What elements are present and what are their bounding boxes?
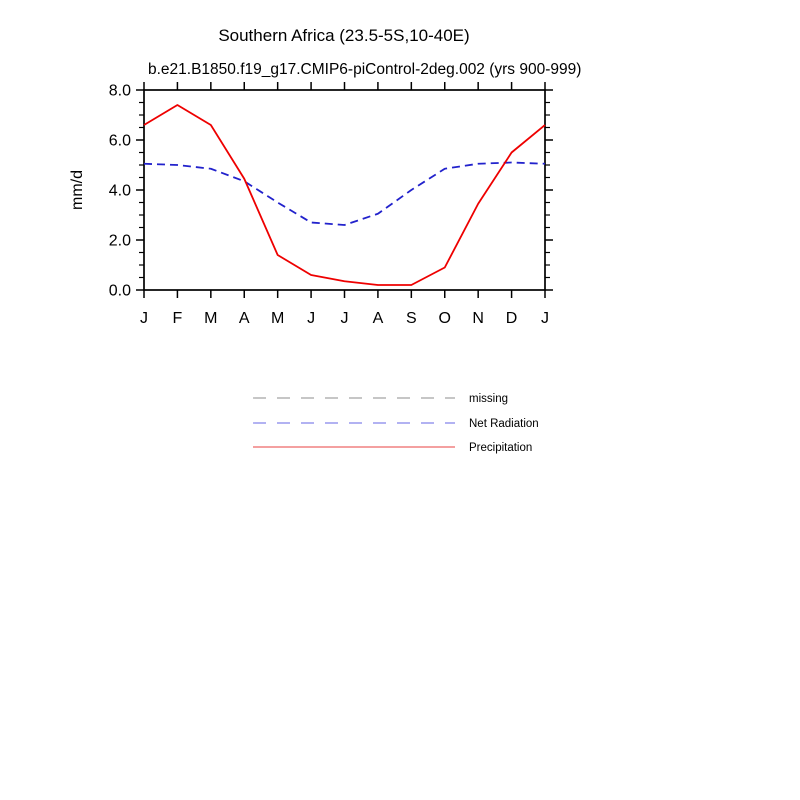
chart-title: Southern Africa (23.5-5S,10-40E) — [218, 26, 470, 45]
x-tick-label: M — [204, 310, 218, 327]
legend — [253, 393, 539, 454]
x-tick-label: O — [438, 310, 451, 327]
y-tick-label: 2.0 — [108, 232, 131, 250]
x-tick-label: N — [472, 310, 484, 327]
axes-layer — [109, 82, 553, 327]
series-precipitation — [144, 105, 545, 285]
x-tick-label: J — [541, 310, 549, 327]
x-tick-label: F — [172, 310, 183, 327]
y-axis-label: mm/d — [69, 170, 86, 210]
x-tick-label: A — [372, 310, 384, 327]
x-tick-label: J — [340, 310, 349, 327]
y-tick-label: 8.0 — [108, 82, 131, 100]
x-tick-label: J — [140, 310, 148, 327]
legend-label-net-radiation: Net Radiation — [469, 418, 539, 430]
legend-label-precipitation: Precipitation — [469, 442, 533, 454]
y-tick-label: 4.0 — [108, 182, 131, 200]
x-tick-label: D — [505, 310, 518, 327]
y-tick-label: 0.0 — [108, 282, 131, 300]
x-tick-label: M — [271, 310, 285, 327]
x-tick-label: A — [238, 310, 250, 327]
x-tick-label: J — [307, 310, 316, 327]
series-layer — [144, 105, 545, 285]
chart-subtitle: b.e21.B1850.f19_g17.CMIP6-piControl-2deg.002 (yrs 900-999) — [148, 61, 582, 78]
legend-label-missing: missing — [469, 393, 508, 405]
y-tick-label: 6.0 — [108, 132, 131, 150]
legend-lines — [253, 398, 455, 447]
x-tick-label: S — [405, 310, 417, 327]
